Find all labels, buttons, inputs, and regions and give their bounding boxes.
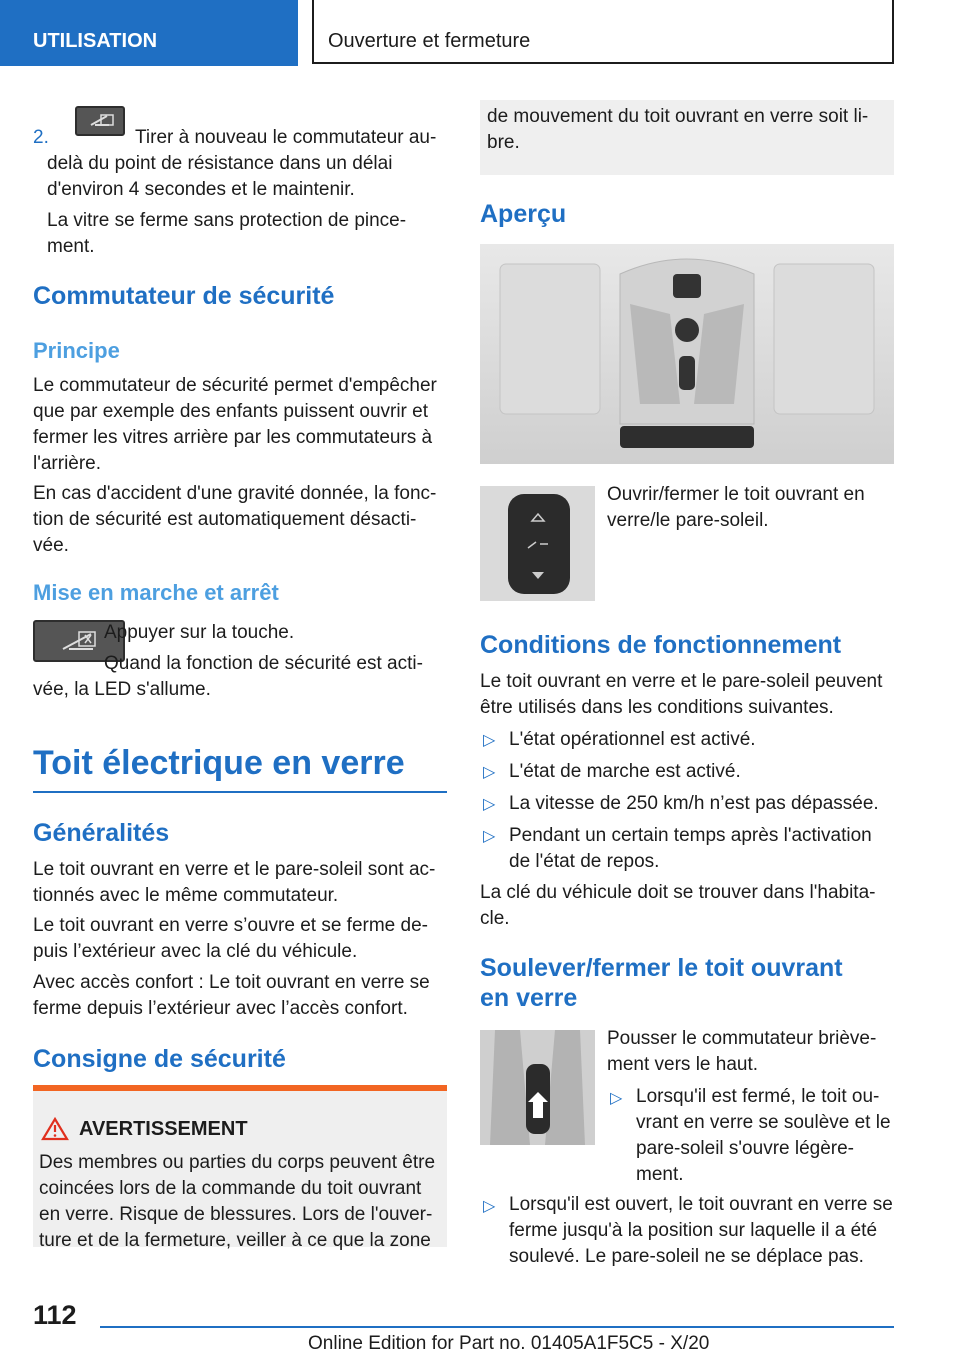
heading-lift-2: en verre [480,984,578,1012]
conditions-intro-1: Le toit ouvrant en verre et le pare-soleil peuvent [480,671,883,692]
on-off-line-1: Appuyer sur la touche. [104,622,295,643]
right-column [480,0,900,1290]
header-chapter-label: Ouverture et fermeture [328,30,531,52]
step2-result-1: La vitre se ferme sans protection de pince- [47,210,407,231]
warning-line-1: Des membres ou parties du corps peuvent être [39,1152,436,1173]
warning-cont-line-2: bre. [487,132,520,153]
warning-cont-line-1: de mouvement du toit ouvrant en verre soit li- [487,106,869,127]
lift-p1-line-2: ment vers le haut. [607,1054,759,1075]
lift-b2-line-2: ferme jusqu'à la position sur laquelle il a été [509,1220,878,1241]
heading-lift-1: Soulever/fermer le toit ouvrant [480,954,843,982]
heading-general: Généralités [33,819,170,847]
lift-p1-line-1: Pousser le commutateur briève- [607,1028,877,1049]
general-line-2: tionnés avec le même commutateur. [33,885,339,906]
lift-switch-image [480,1030,595,1145]
warning-box [33,1085,447,1251]
general-line-3: Le toit ouvrant en verre s’ouvre et se ferme de- [33,915,428,936]
bullet-triangle-icon: ▷ [483,828,496,845]
lift-b1-line-4: ment. [636,1164,684,1185]
principle-line-2: que par exemple des enfants puissent ouvrir et [33,401,429,422]
step2-result-2: ment. [47,236,95,257]
heading-safety-switch: Commutateur de sécurité [33,282,335,310]
warning-triangle-icon [41,1117,69,1141]
on-off-line-3: vée, la LED s'allume. [33,679,211,700]
principle-line-6: tion de sécurité est automatiquement désacti- [33,509,417,530]
key-note-2: cle. [480,908,510,929]
conditions-intro-2: être utilisés dans les conditions suivantes. [480,697,834,718]
step-number: 2. [33,127,49,148]
on-off-line-2: Quand la fonction de sécurité est acti- [104,653,423,674]
principle-line-5: En cas d'accident d'une gravité donnée, la fonc- [33,483,437,504]
principle-line-1: Le commutateur de sécurité permet d'empêcher [33,375,437,396]
general-line-5: Avec accès confort : Le toit ouvrant en verre se [33,972,430,993]
heading-underline [33,791,447,793]
page-number: 112 [33,1300,77,1330]
heading-conditions: Conditions de fonctionnement [480,631,842,659]
footer-edition: Online Edition for Part no. 01405A1F5C5 - X/20 [308,1333,710,1354]
roof-switch-image [480,486,595,601]
overview-caption-2: verre/le pare-soleil. [607,510,769,531]
bullet-triangle-icon: ▷ [483,1198,496,1215]
warning-line-4: ture et de la fermeture, veiller à ce que la zone [39,1230,431,1251]
general-line-4: puis l’extérieur avec la clé du véhicule. [33,941,358,962]
warning-line-3: en verre. Risque de blessures. Lors de l'ouver- [39,1204,433,1225]
bullet-triangle-icon: ▷ [483,764,496,781]
lift-b1-line-3: pare-soleil s'ouvre légère- [636,1138,855,1159]
lift-b2-line-3: soulevé. Le pare-soleil ne se déplace pas. [509,1246,864,1267]
condition-item: L'état de marche est activé. [509,761,741,782]
general-line-1: Le toit ouvrant en verre et le pare-soleil sont ac- [33,859,436,880]
lift-b1-line-1: Lorsqu'il est fermé, le toit ou- [636,1086,880,1107]
heading-principle: Principe [33,338,120,363]
lift-b1-line-2: vrant en verre se soulève et le [636,1112,891,1133]
heading-overview: Aperçu [480,200,567,228]
condition-item-cont: de l'état de repos. [509,851,660,872]
step2-line-1: Tirer à nouveau le commutateur au- [135,127,437,148]
header-section-label: UTILISATION [33,30,158,52]
bullet-triangle-icon: ▷ [610,1090,623,1107]
condition-item: L'état opérationnel est activé. [509,729,756,750]
footer-rule [100,1326,894,1328]
heading-glass-roof: Toit électrique en verre [33,744,405,782]
principle-line-3: fermer les vitres arrière par les commutateurs à [33,427,433,448]
overview-caption-1: Ouvrir/fermer le toit ouvrant en [607,484,865,505]
overhead-console-image [480,244,894,464]
warning-title: AVERTISSEMENT [79,1118,248,1140]
warning-line-2: coincées lors de la commande du toit ouvrant [39,1178,422,1199]
principle-line-4: l'arrière. [33,453,102,474]
general-line-6: ferme depuis l’extérieur avec l’accès confort. [33,998,408,1019]
lift-b2-line-1: Lorsqu'il est ouvert, le toit ouvrant en verre se [509,1194,893,1215]
bullet-triangle-icon: ▷ [483,796,496,813]
principle-line-7: vée. [33,535,69,556]
condition-item: La vitesse de 250 km/h n’est pas dépassée. [509,793,879,814]
step2-line-3: d'environ 4 secondes et le maintenir. [47,179,355,200]
heading-safety-note: Consigne de sécurité [33,1045,286,1073]
condition-item: Pendant un certain temps après l'activation [509,825,872,846]
key-note-1: La clé du véhicule doit se trouver dans l'habita- [480,882,876,903]
bullet-triangle-icon: ▷ [483,732,496,749]
step2-line-2: delà du point de résistance dans un délai [47,153,393,174]
heading-on-off: Mise en marche et arrêt [33,580,279,605]
window-switch-icon [75,106,125,136]
